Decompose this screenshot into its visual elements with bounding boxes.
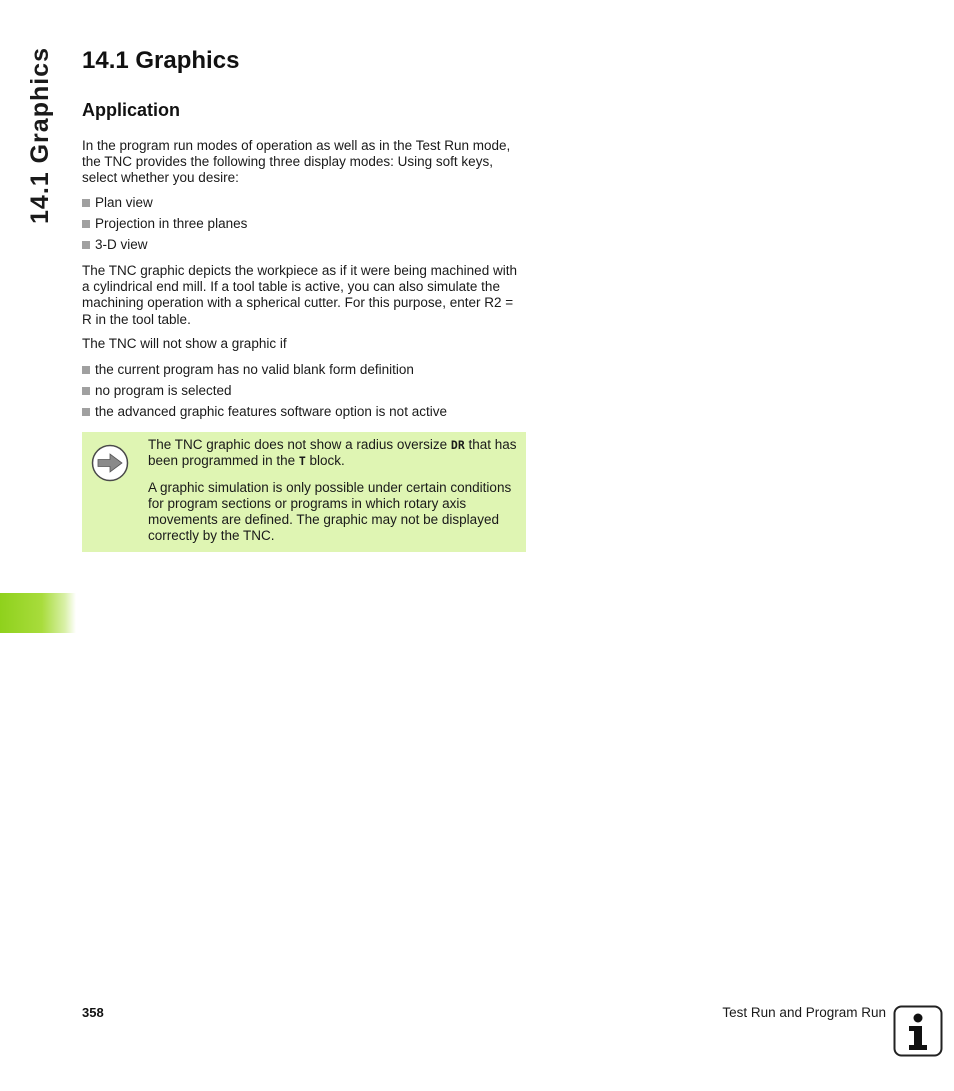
side-chapter-title — [10, 46, 70, 224]
note-text-rotary: A graphic simulation is only possible under certain conditions for program sections or programs in which rotary axis movements are defined. The graphic may not be displayed correctly by the TNC. — [148, 480, 512, 543]
side-chapter-title-text: 14.1 Graphics — [25, 46, 54, 224]
list-item: 3-D view — [82, 237, 526, 258]
code-t: T — [298, 454, 306, 468]
bullet-square-icon — [82, 387, 90, 395]
list-item: no program is selected — [82, 383, 526, 404]
section-heading: Application — [82, 100, 180, 120]
list-item: Projection in three planes — [82, 216, 526, 237]
no-graphic-intro: The TNC will not show a graphic if — [82, 336, 287, 351]
note-box — [82, 432, 526, 552]
bullet-square-icon — [82, 220, 90, 228]
bullet-square-icon — [82, 408, 90, 416]
no-graphic-conditions-list — [82, 362, 526, 425]
bullet-square-icon — [82, 199, 90, 207]
code-dr: DR — [450, 438, 465, 452]
bullet-square-icon — [82, 241, 90, 249]
bullet-square-icon — [82, 366, 90, 374]
arrow-right-icon — [91, 444, 129, 482]
list-item: the advanced graphic features software option is not active — [82, 404, 526, 425]
footer-chapter-title: Test Run and Program Run — [722, 1005, 886, 1020]
note-text-oversize: The TNC graphic does not show a radius oversize DR that has been programmed in the T block. — [148, 437, 517, 468]
intro-paragraph: In the program run modes of operation as well as in the Test Run mode, the TNC provides the following three display modes: Using soft keys, select whether you desire: — [82, 138, 511, 186]
display-modes-list — [82, 195, 526, 258]
page-title: 14.1 Graphics — [82, 47, 240, 74]
list-item: the current program has no valid blank form definition — [82, 362, 526, 383]
info-icon — [893, 1005, 943, 1057]
page-number: 358 — [82, 1005, 104, 1020]
list-item: Plan view — [82, 195, 526, 216]
depiction-paragraph: The TNC graphic depicts the workpiece as if it were being machined with a cylindrical end mill. If a tool table is active, you can also simulate the machining operation with a spherical cutter. For this purpose, enter R2 = R in the tool table. — [82, 263, 517, 327]
chapter-tab-marker — [0, 593, 76, 633]
